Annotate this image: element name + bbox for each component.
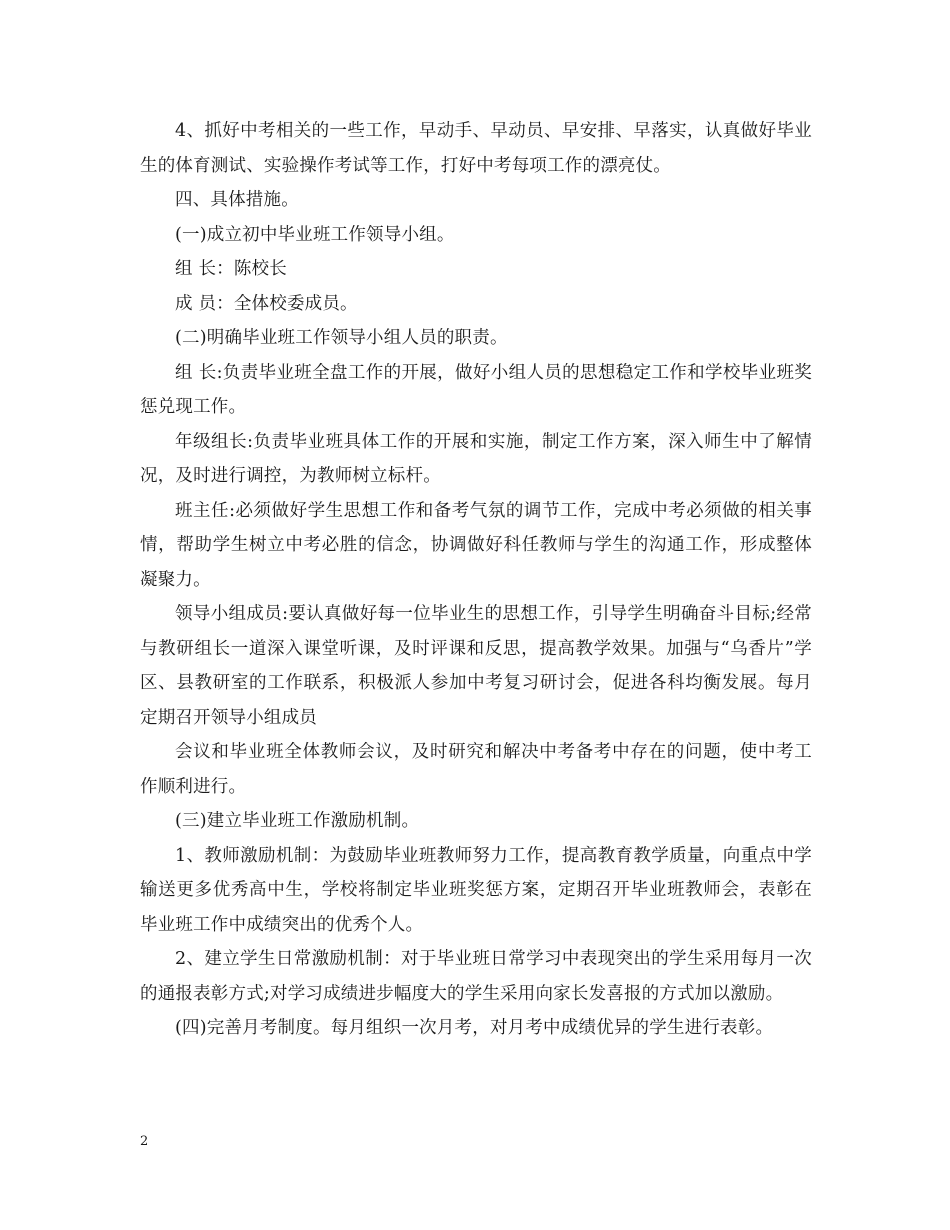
document-body [140, 114, 812, 1046]
heading-specific-measures: 四、具体措施。 [175, 190, 299, 210]
paragraph-monthly-exam: (四)完善月考制度。每月组织一次月考，对月考中成绩优异的学生进行表彰。 [175, 1018, 774, 1038]
paragraph-grade-leader-duty: 年级组长:负责毕业班具体工作的开展和实施，制定工作方案，深入师生中了解情况，及时进行调控，为教师树立标杆。 [140, 431, 812, 486]
paragraph-group-members: 成 员：全体校委成员。 [175, 293, 358, 314]
paragraph-student-incentive: 2、建立学生日常激励机制：对于毕业班日常学习中表现突出的学生采用每月一次的通报表彰方式;对学习成绩进步幅度大的学生采用向家长发喜报的方式加以激励。 [140, 949, 812, 1004]
heading-leadership-group: (一)成立初中毕业班工作领导小组。 [175, 224, 455, 245]
paragraph-member-duty: 领导小组成员:要认真做好每一位毕业生的思想工作，引导学生明确奋斗目标;经常与教研组长一道深入课堂听课，及时评课和反思，提高教学效果。加强与“乌香片”学区、县教研室的工作联系，积极派人参加中考复习研讨会，促进各科均衡发展。每月定期召开领导小组成员 [140, 604, 812, 728]
paragraph-teacher-incentive: 1、教师激励机制：为鼓励毕业班教师努力工作，提高教育教学质量，向重点中学输送更多优秀高中生，学校将制定毕业班奖惩方案，定期召开毕业班教师会，表彰在毕业班工作中成绩突出的优秀个人。 [140, 845, 812, 935]
paragraph-exam-preparation: 4、抓好中考相关的一些工作，早动手、早动员、早安排、早落实，认真做好毕业生的体育测试、实验操作考试等工作，打好中考每项工作的漂亮仗。 [140, 121, 812, 176]
paragraph-group-leader: 组 长：陈校长 [175, 259, 287, 279]
paragraph-head-teacher-duty: 班主任:必须做好学生思想工作和备考气氛的调节工作，完成中考必须做的相关事情，帮助学生树立中考必胜的信念，协调做好科任教师与学生的沟通工作，形成整体凝聚力。 [140, 500, 812, 590]
page-number: 2 [140, 1134, 149, 1149]
heading-incentive-mechanism: (三)建立毕业班工作激励机制。 [175, 811, 420, 831]
paragraph-meetings: 会议和毕业班全体教师会议，及时研究和解决中考备考中存在的问题，使中考工作顺利进行。 [140, 742, 812, 797]
paragraph-leader-duty: 组 长:负责毕业班全盘工作的开展，做好小组人员的思想稳定工作和学校毕业班奖惩兑现工作。 [140, 362, 812, 417]
heading-responsibilities: (二)明确毕业班工作领导小组人员的职责。 [175, 328, 508, 348]
